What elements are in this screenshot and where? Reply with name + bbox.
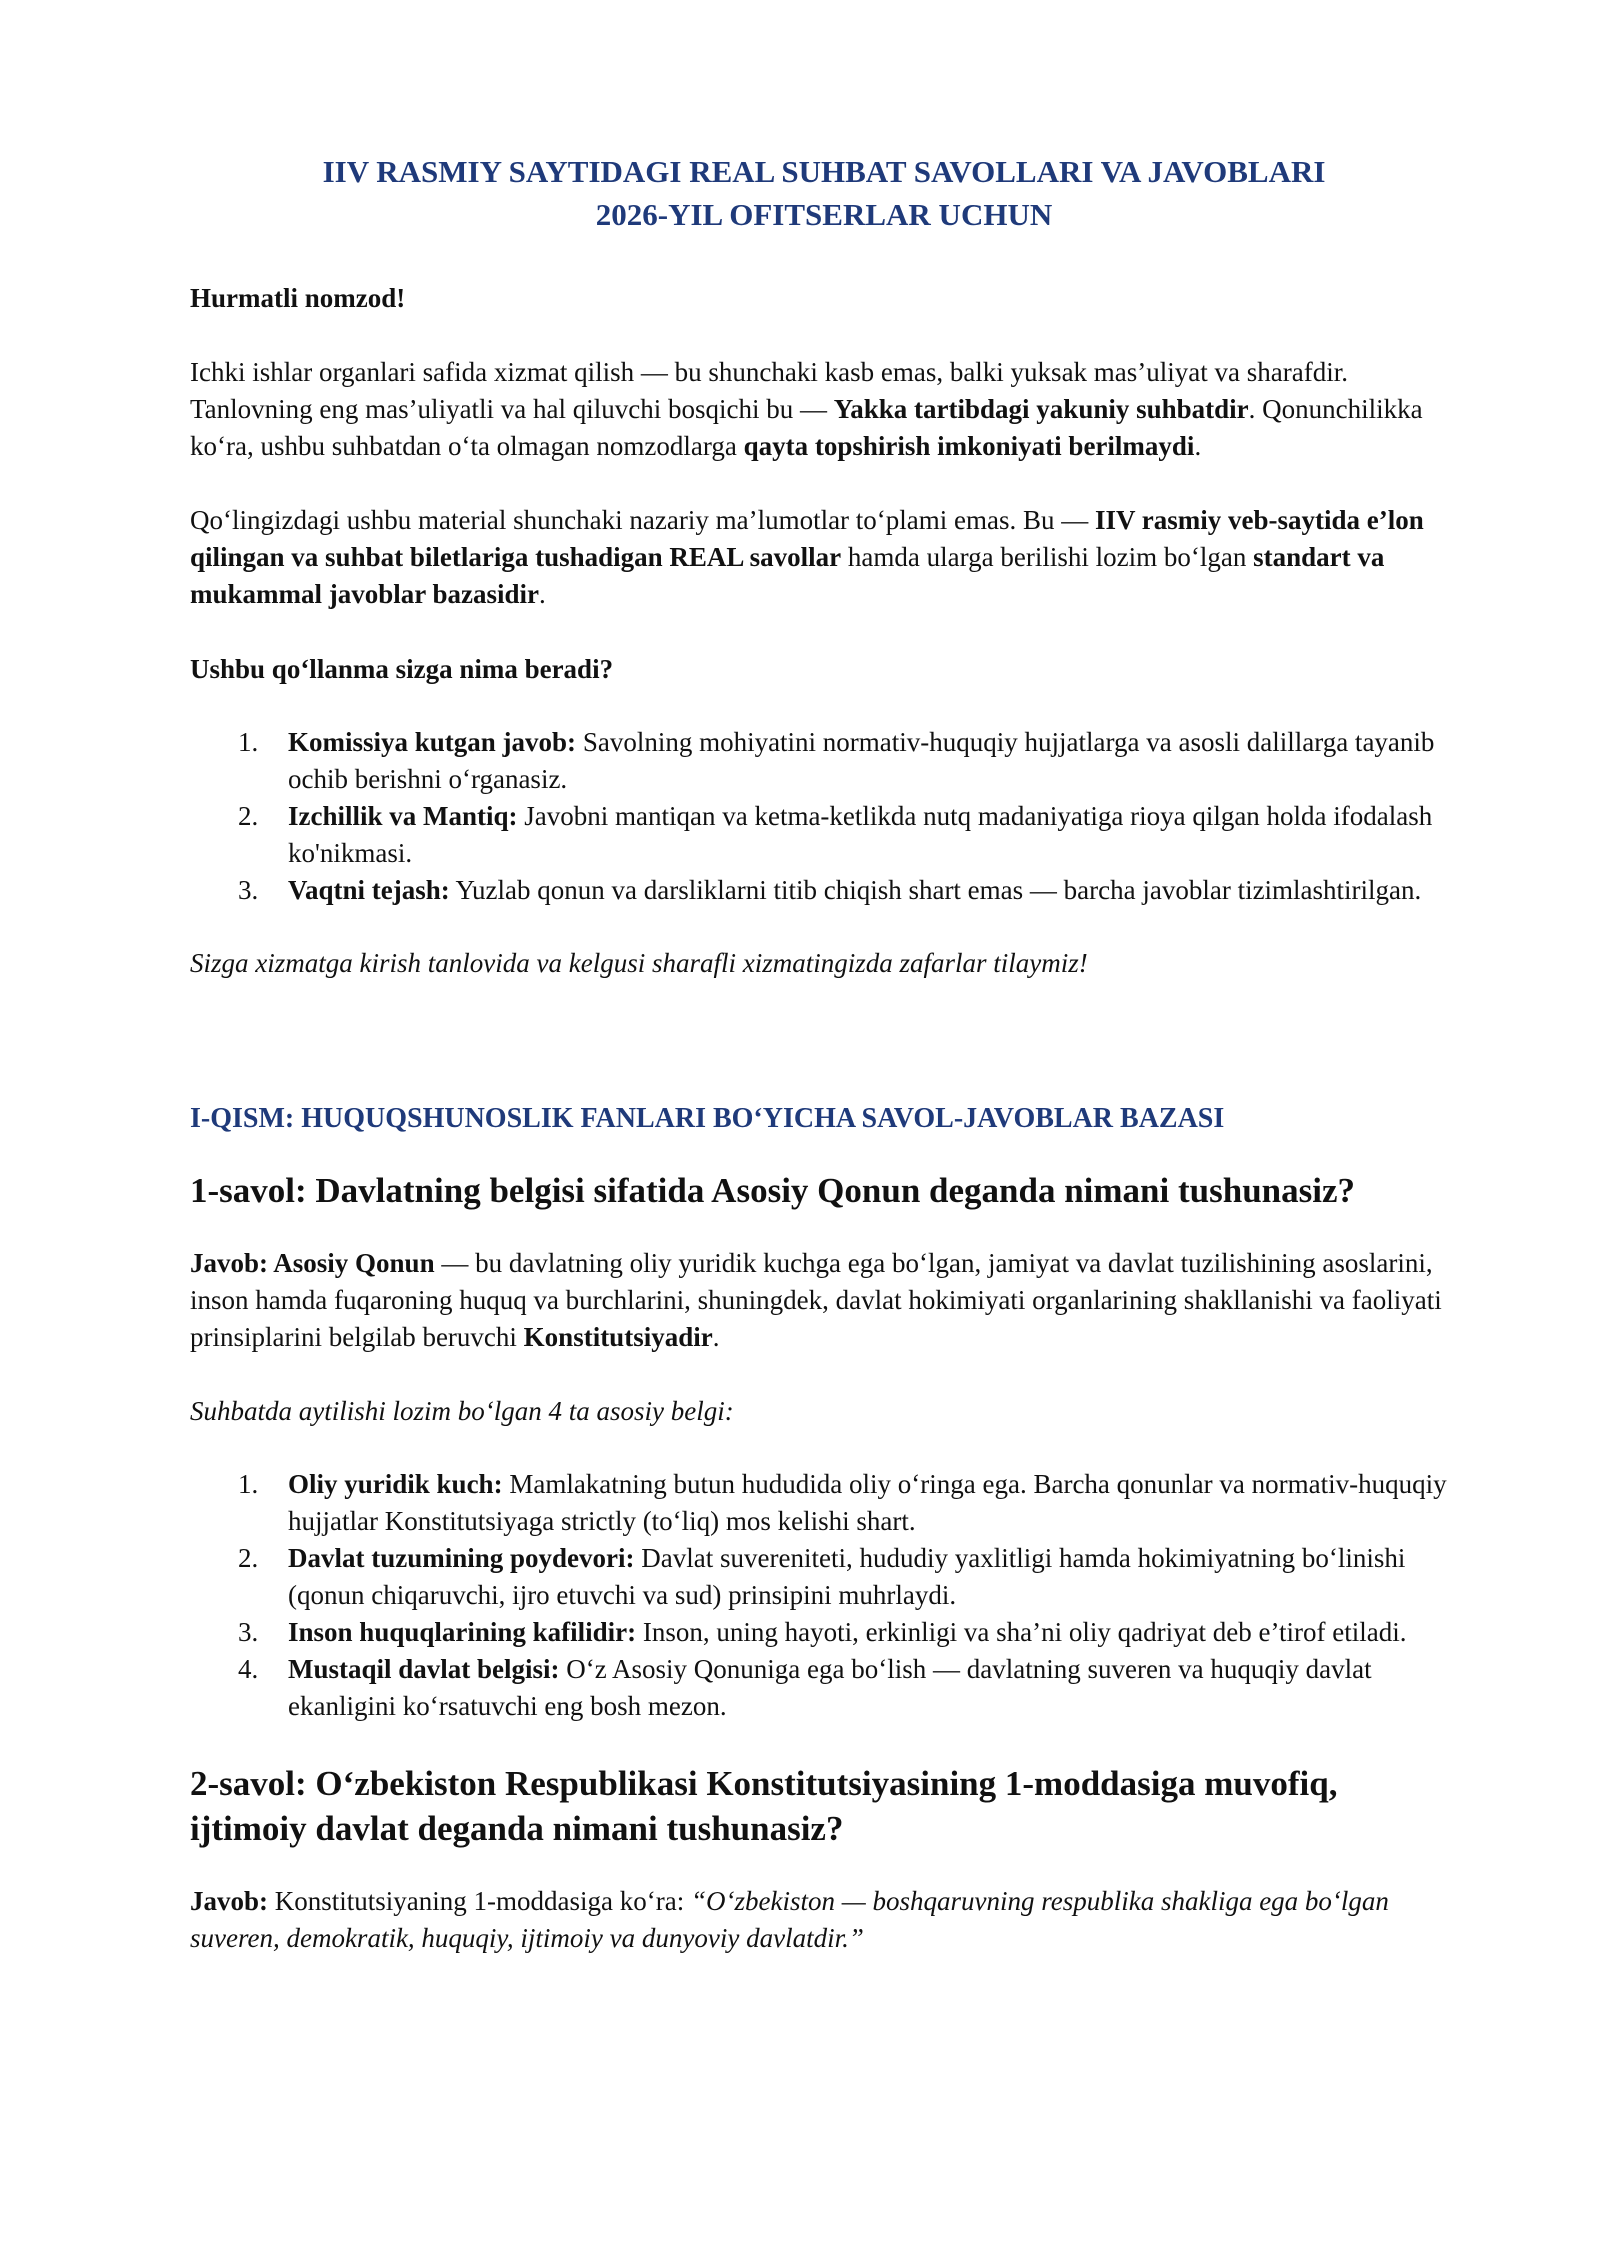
benefits-list [190, 724, 1458, 909]
list-item: 2. Davlat tuzumining poydevori: Davlat suvereniteti, hududiy yaxlitligi hamda hokimiyatning bo‘linishi (qonun chiqaruvchi, ijro etuvchi va sud) prinsipini muhrlaydi. [238, 1543, 1406, 1610]
section-title: I-QISM: HUQUQSHUNOSLIK FANLARI BO‘YICHA SAVOL-JAVOBLAR BAZASI [190, 1103, 1225, 1134]
title-line-1: IIV RASMIY SAYTIDAGI REAL SUHBAT SAVOLLARI VA JAVOBLARI [322, 154, 1326, 189]
question-2: 2-savol: O‘zbekiston Respublikasi Konstitutsiyasining 1-moddasiga muvofiq, ijtimoiy davlat deganda nimani tushunasiz? [190, 1764, 1338, 1848]
greeting: Hurmatli nomzod! [190, 283, 406, 313]
list-item: 4. Mustaqil davlat belgisi: O‘z Asosiy Qonuniga ega bo‘lish — davlatning suveren va huquqiy davlat ekanligini ko‘rsatuvchi eng bosh mezon. [238, 1654, 1372, 1721]
signs-list [190, 1466, 1458, 1725]
closing-wish: Sizga xizmatga kirish tanlovida va kelgusi sharafli xizmatingizda zafarlar tilaymiz! [190, 948, 1088, 978]
intro-paragraph-1: Ichki ishlar organlari safida xizmat qilish — bu shunchaki kasb emas, balki yuksak mas’uliyat va sharafdir. Tanlovning eng mas’uliyatli va hal qiluvchi bosqichi bu — Yakka tartibdagi yakuniy suhbatdir. Qonunchilikka ko‘ra, ushbu suhbatdan o‘ta olmagan nomzodlarga qayta topshirish imkoniyati berilmaydi. [190, 357, 1423, 461]
intro-paragraph-2: Qo‘lingizdagi ushbu material shunchaki nazariy ma’lumotlar to‘plami emas. Bu — IIV rasmiy veb-saytida e’lon qilingan va suhbat biletlariga tushadigan REAL savollar hamda ularga berilishi lozim bo‘lgan standart va mukammal javoblar bazasidir. [190, 505, 1424, 609]
document-title [190, 150, 1458, 236]
answer-1: Javob: Asosiy Qonun — bu davlatning oliy yuridik kuchga ega bo‘lgan, jamiyat va davlat tuzilishining asoslarini, inson hamda fuqaroning huquq va burchlarini, shuningdek, davlat hokimiyati organlarining shakllanishi va faoliyati prinsiplarini belgilab beruvchi Konstitutsiyadir. [190, 1248, 1442, 1352]
signs-intro: Suhbatda aytilishi lozim bo‘lgan 4 ta asosiy belgi: [190, 1396, 734, 1426]
document-page [190, 150, 1458, 1957]
list-item: 3. Vaqtni tejash: Yuzlab qonun va darsliklarni titib chiqish shart emas — barcha javoblar tizimlashtirilgan. [238, 875, 1422, 905]
list-item: 2. Izchillik va Mantiq: Javobni mantiqan va ketma-ketlikda nutq madaniyatiga rioya qilgan holda ifodalash ko'nikmasi. [238, 801, 1433, 868]
title-line-2: 2026-YIL OFITSERLAR UCHUN [595, 197, 1053, 232]
list-item: 1. Oliy yuridik kuch: Mamlakatning butun hududida oliy o‘ringa ega. Barcha qonunlar va normativ-huquqiy hujjatlar Konstitutsiyaga strictly (to‘liq) mos kelishi shart. [238, 1469, 1447, 1536]
list-item: 1. Komissiya kutgan javob: Savolning mohiyatini normativ-huquqiy hujjatlarga va asosli dalillarga tayanib ochib berishni o‘rganasiz. [238, 727, 1435, 794]
list-item: 3. Inson huquqlarining kafilidir: Inson, uning hayoti, erkinligi va sha’ni oliy qadriyat deb e’tirof etiladi. [238, 1617, 1407, 1647]
answer-2: Javob: Konstitutsiyaning 1-moddasiga ko‘ra: “O‘zbekiston — boshqaruvning respublika shakliga ega bo‘lgan suveren, demokratik, huquqiy, ijtimoiy va dunyoviy davlatdir.” [190, 1886, 1389, 1953]
question-1: 1-savol: Davlatning belgisi sifatida Asosiy Qonun deganda nimani tushunasiz? [190, 1171, 1356, 1210]
benefits-heading: Ushbu qo‘llanma sizga nima beradi? [190, 654, 614, 684]
